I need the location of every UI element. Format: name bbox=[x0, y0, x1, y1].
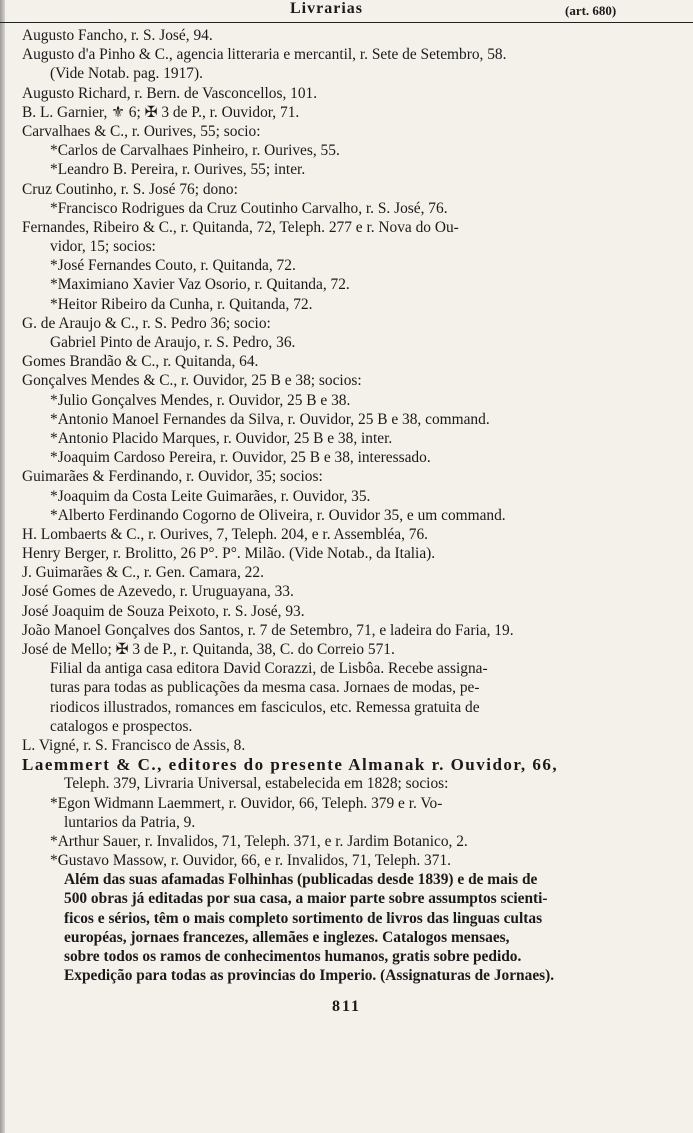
directory-entry-line: Teleph. 379, Livraria Universal, estabelecida em 1828; socios: bbox=[64, 775, 449, 793]
directory-entry-line: Henry Berger, r. Brolitto, 26 P°. P°. Milão. (Vide Notab., da Italia). bbox=[22, 545, 436, 563]
directory-entry-line: José Joaquim de Souza Peixoto, r. S. José, 93. bbox=[22, 602, 305, 620]
directory-entry-line: G. de Araujo & C., r. S. Pedro 36; socio: bbox=[22, 314, 271, 332]
directory-entry-line: Fernandes, Ribeiro & C., r. Quitanda, 72, Teleph. 277 e r. Nova do Ou- bbox=[22, 218, 459, 236]
directory-entry-line: L. Vigné, r. S. Francisco de Assis, 8. bbox=[22, 736, 246, 754]
page-edge-shadow bbox=[0, 0, 5, 1133]
directory-entry-line: *Antonio Manoel Fernandes da Silva, r. Ouvidor, 25 B e 38, command. bbox=[50, 410, 490, 428]
entries-list bbox=[22, 26, 682, 985]
directory-entry-line: *Egon Widmann Laemmert, r. Ouvidor, 66, Teleph. 379 e r. Vo- bbox=[50, 794, 443, 812]
directory-entry-line: Carvalhaes & C., r. Ourives, 55; socio: bbox=[22, 122, 261, 140]
directory-entry-line: turas para todas as publicações da mesma casa. Jornaes de modas, pe- bbox=[50, 679, 480, 697]
directory-entry-line: *José Fernandes Couto, r. Quitanda, 72. bbox=[50, 257, 296, 275]
directory-entry-line: J. Guimarães & C., r. Gen. Camara, 22. bbox=[22, 564, 264, 582]
directory-entry-line: 500 obras já editadas por sua casa, a maior parte sobre assumptos scienti- bbox=[64, 890, 548, 908]
directory-entry-line: sobre todos os ramos de conhecimentos humanos, gratis sobre pedido. bbox=[64, 948, 522, 965]
directory-entry-line: vidor, 15; socios: bbox=[50, 238, 156, 256]
directory-entry-line: Gonçalves Mendes & C., r. Ouvidor, 25 B e 38; socios: bbox=[22, 372, 362, 390]
directory-entry-line: Gabriel Pinto de Araujo, r. S. Pedro, 36. bbox=[50, 334, 296, 351]
directory-entry-line: Laemmert & C., editores do presente Almanak r. Ouvidor, 66, bbox=[22, 755, 559, 775]
directory-entry-line: (Vide Notab. pag. 1917). bbox=[50, 65, 203, 83]
directory-entry-line: luntarios da Patria, 9. bbox=[64, 813, 196, 831]
directory-entry-line: Filial da antiga casa editora David Corazzi, de Lisbôa. Recebe assigna- bbox=[50, 660, 488, 678]
directory-entry-line: *Francisco Rodrigues da Cruz Coutinho Carvalho, r. S. José, 76. bbox=[50, 199, 448, 217]
directory-entry-line: *Julio Gonçalves Mendes, r. Ouvidor, 25 B e 38. bbox=[50, 391, 351, 409]
directory-entry-line: catalogos e prospectos. bbox=[50, 717, 193, 735]
directory-entry-line: José Gomes de Azevedo, r. Uruguayana, 33. bbox=[22, 583, 294, 601]
directory-entry-line: *Leandro B. Pereira, r. Ourives, 55; inter. bbox=[50, 161, 306, 179]
page-header bbox=[0, 0, 693, 23]
directory-entry-line: *Joaquim da Costa Leite Guimarães, r. Ouvidor, 35. bbox=[50, 487, 371, 505]
directory-entry-line: Augusto Richard, r. Bern. de Vasconcellos, 101. bbox=[22, 84, 318, 102]
directory-entry-line: Gomes Brandão & C., r. Quitanda, 64. bbox=[22, 353, 259, 371]
directory-entry-line: *Joaquim Cardoso Pereira, r. Ouvidor, 25 B e 38, interessado. bbox=[50, 449, 431, 467]
directory-entry-line: Guimarães & Ferdinando, r. Ouvidor, 35; socios: bbox=[22, 468, 323, 486]
directory-entry-line: *Heitor Ribeiro da Cunha, r. Quitanda, 72. bbox=[50, 295, 313, 313]
section-title: Livrarias bbox=[290, 0, 363, 17]
directory-entry-line: Augusto d'a Pinho & C., agencia litteraria e mercantil, r. Sete de Setembro, 58. bbox=[22, 46, 507, 64]
directory-entry-line: João Manoel Gonçalves dos Santos, r. 7 de Setembro, 71, e ladeira do Faria, 19. bbox=[22, 621, 514, 639]
page-number: 811 bbox=[331, 998, 362, 1015]
directory-entry-line: *Antonio Placido Marques, r. Ouvidor, 25 B e 38, inter. bbox=[50, 429, 393, 447]
directory-entry-line: Além das suas afamadas Folhinhas (publicadas desde 1839) e de mais de bbox=[64, 871, 538, 889]
directory-entry-line: H. Lombaerts & C., r. Ourives, 7, Teleph. 204, e r. Assembléa, 76. bbox=[22, 525, 429, 543]
directory-entry-line: *Carlos de Carvalhaes Pinheiro, r. Ourives, 55. bbox=[50, 142, 340, 160]
directory-entry-line: *Arthur Sauer, r. Invalidos, 71, Teleph. 371, e r. Jardim Botanico, 2. bbox=[50, 832, 468, 850]
directory-entry-line: *Alberto Ferdinando Cogorno de Oliveira, r. Ouvidor 35, e um command. bbox=[50, 506, 506, 524]
directory-entry-line: Cruz Coutinho, r. S. José 76; dono: bbox=[22, 180, 238, 198]
directory-entry-line: européas, jornaes francezes, allemães e inglezes. Catalogos mensaes, bbox=[64, 928, 510, 946]
directory-entry-line: José de Mello; ✠ 3 de P., r. Quitanda, 38, C. do Correio 571. bbox=[22, 641, 395, 658]
directory-entry-line: riodicos illustrados, romances em fasciculos, etc. Remessa gratuita de bbox=[50, 698, 480, 716]
directory-entry-line: Expedição para todas as provincias do Imperio. (Assignaturas de Jornaes). bbox=[64, 967, 555, 985]
directory-entry-line: *Maximiano Xavier Vaz Osorio, r. Quitanda, 72. bbox=[50, 276, 350, 294]
directory-entry-line: ficos e sérios, têm o mais completo sortimento de livros das linguas cultas bbox=[64, 909, 543, 927]
directory-entry-line: Augusto Fancho, r. S. José, 94. bbox=[22, 27, 213, 44]
article-reference: (art. 680) bbox=[565, 3, 617, 18]
directory-entry-line: *Gustavo Massow, r. Ouvidor, 66, e r. Invalidos, 71, Teleph. 371. bbox=[50, 852, 451, 870]
directory-entry-line: B. L. Garnier, ⚜ 6; ✠ 3 de P., r. Ouvidor, 71. bbox=[22, 103, 300, 121]
